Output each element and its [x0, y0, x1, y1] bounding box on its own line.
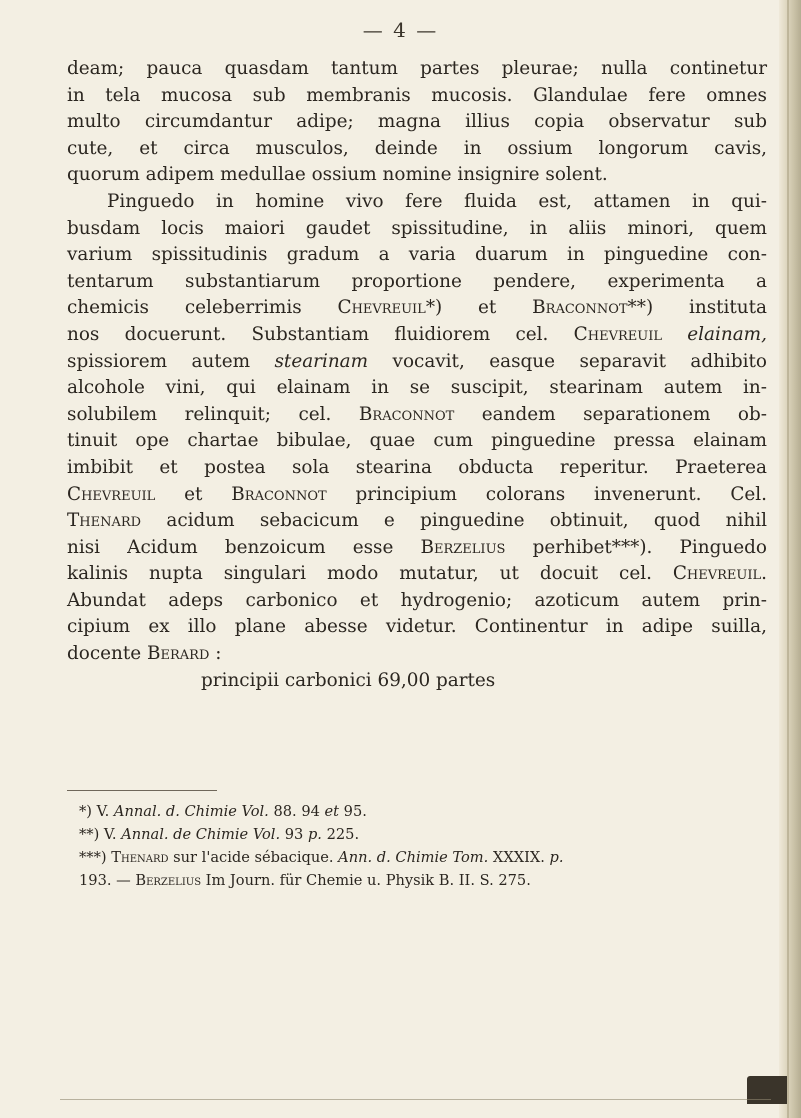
author-name: Chevreuil	[337, 297, 426, 319]
text-line: varium spissitudinis gradum a varia duarum in pinguedine con-	[67, 244, 767, 266]
text-line	[67, 402, 767, 429]
text-line	[67, 349, 767, 376]
text-span: solubilem relinquit; cel.	[67, 403, 359, 425]
author-name: Chevreuil	[573, 323, 662, 345]
body-text	[67, 56, 767, 694]
text-span: 95.	[339, 803, 367, 820]
journal-title: Annal. de Chimie Vol.	[121, 826, 281, 843]
bottom-rule	[60, 1099, 771, 1100]
text-span: chemicis celeberrimis	[67, 297, 338, 319]
text-span: nisi Acidum benzoicum esse	[67, 536, 421, 558]
author-name: Chevreuil	[67, 483, 156, 505]
text-line: cute, et circa musculos, deinde in ossium longorum cavis,	[67, 137, 767, 159]
text-span: vocavit, easque separavit adhibito	[368, 350, 767, 372]
text-span: :	[209, 643, 222, 665]
footnote-continuation	[67, 869, 767, 892]
text-span: nos docuerunt. Substantiam fluidiorem cel.	[67, 323, 574, 345]
text-line: Pinguedo in homine vivo fere fluida est, attamen in qui-	[107, 190, 767, 212]
italic-term: stearinam	[274, 350, 369, 372]
text-span: ***)	[79, 849, 112, 866]
text-span: principium colorans invenerunt. Cel.	[326, 483, 767, 505]
footnotes	[67, 800, 767, 892]
text-span: p.	[549, 849, 564, 866]
page-edge	[779, 0, 801, 1118]
text-span: sur l'acide sébacique.	[168, 849, 339, 866]
text-line: deam; pauca quasdam tantum partes pleurae; nulla continetur	[67, 58, 767, 79]
journal-title: Annal. d. Chimie Vol.	[113, 803, 269, 820]
author-name: Berard	[147, 643, 210, 665]
author-name: Chevreuil.	[672, 563, 767, 585]
text-span: perhibet***). Pinguedo	[505, 536, 767, 558]
text-span: spissiorem autem	[67, 350, 275, 372]
page-number: — 4 —	[362, 18, 439, 42]
author-name: Braconnot	[231, 483, 327, 505]
author-name: Thenard	[111, 849, 169, 866]
text-span: 88. 94	[268, 803, 325, 820]
text-line	[67, 295, 767, 322]
text-span: et	[324, 803, 340, 820]
text-span: XXXIX.	[488, 849, 550, 866]
text-line: Abundat adeps carbonico et hydrogenio; azoticum autem prin-	[67, 589, 767, 611]
text-line: cipium ex illo plane abesse videtur. Continentur in adipe suilla,	[67, 616, 767, 638]
text-line: busdam locis maiori gaudet spissitudine, in aliis minori, quem	[67, 217, 767, 239]
text-line: alcohole vini, qui elainam in se suscipit, stearinam autem in-	[67, 377, 767, 399]
text-line: tinuit ope chartae bibulae, quae cum pinguedine pressa elainam	[67, 430, 767, 452]
footnote	[67, 846, 767, 869]
page-edge-line	[787, 0, 789, 1118]
text-line	[67, 508, 767, 535]
text-line	[67, 561, 767, 588]
footnote	[67, 800, 767, 823]
text-line	[67, 641, 767, 668]
author-name: Thenard	[67, 510, 142, 532]
text-line: quorum adipem medullae ossium nomine insignire solent.	[67, 164, 608, 186]
text-span: Im Journ. für Chemie u. Physik B. II. S. 275.	[201, 872, 531, 889]
text-span: docente	[67, 643, 147, 665]
text-span: **) instituta	[627, 297, 767, 319]
text-line	[67, 322, 767, 349]
text-line: tentarum substantiarum proportione pendere, experimenta a	[67, 270, 767, 292]
text-span: 193. —	[79, 872, 136, 889]
text-line	[67, 535, 767, 562]
text-span: *) et	[425, 297, 533, 319]
composition-line: principii carbonici 69,00 partes	[201, 669, 496, 691]
text-span: p.	[307, 826, 322, 843]
journal-title: Ann. d. Chimie Tom.	[338, 849, 489, 866]
text-span: **) V.	[79, 826, 122, 843]
author-name: Braconnot	[358, 403, 455, 425]
text-line: in tela mucosa sub membranis mucosis. Glandulae fere omnes	[67, 84, 767, 106]
text-line	[67, 482, 767, 509]
italic-term: elainam,	[687, 323, 767, 345]
author-name: Berzelius	[135, 872, 202, 889]
author-name: Berzelius	[420, 536, 506, 558]
text-line: multo circumdantur adipe; magna illius copia observatur sub	[67, 111, 767, 133]
footnote	[67, 823, 767, 846]
text-span: eandem separationem ob-	[454, 403, 767, 425]
text-span: et	[155, 483, 232, 505]
text-span: acidum sebacicum e pinguedine obtinuit, quod nihil	[141, 510, 767, 532]
text-span: kalinis nupta singulari modo mutatur, ut docuit cel.	[67, 563, 673, 585]
footnote-rule	[67, 790, 217, 791]
text-span: 93	[280, 826, 308, 843]
text-line: imbibit et postea sola stearina obducta reperitur. Praeterea	[67, 456, 767, 478]
author-name: Braconnot	[532, 297, 628, 319]
text-span: *) V.	[79, 803, 114, 820]
text-span: 225.	[321, 826, 360, 843]
